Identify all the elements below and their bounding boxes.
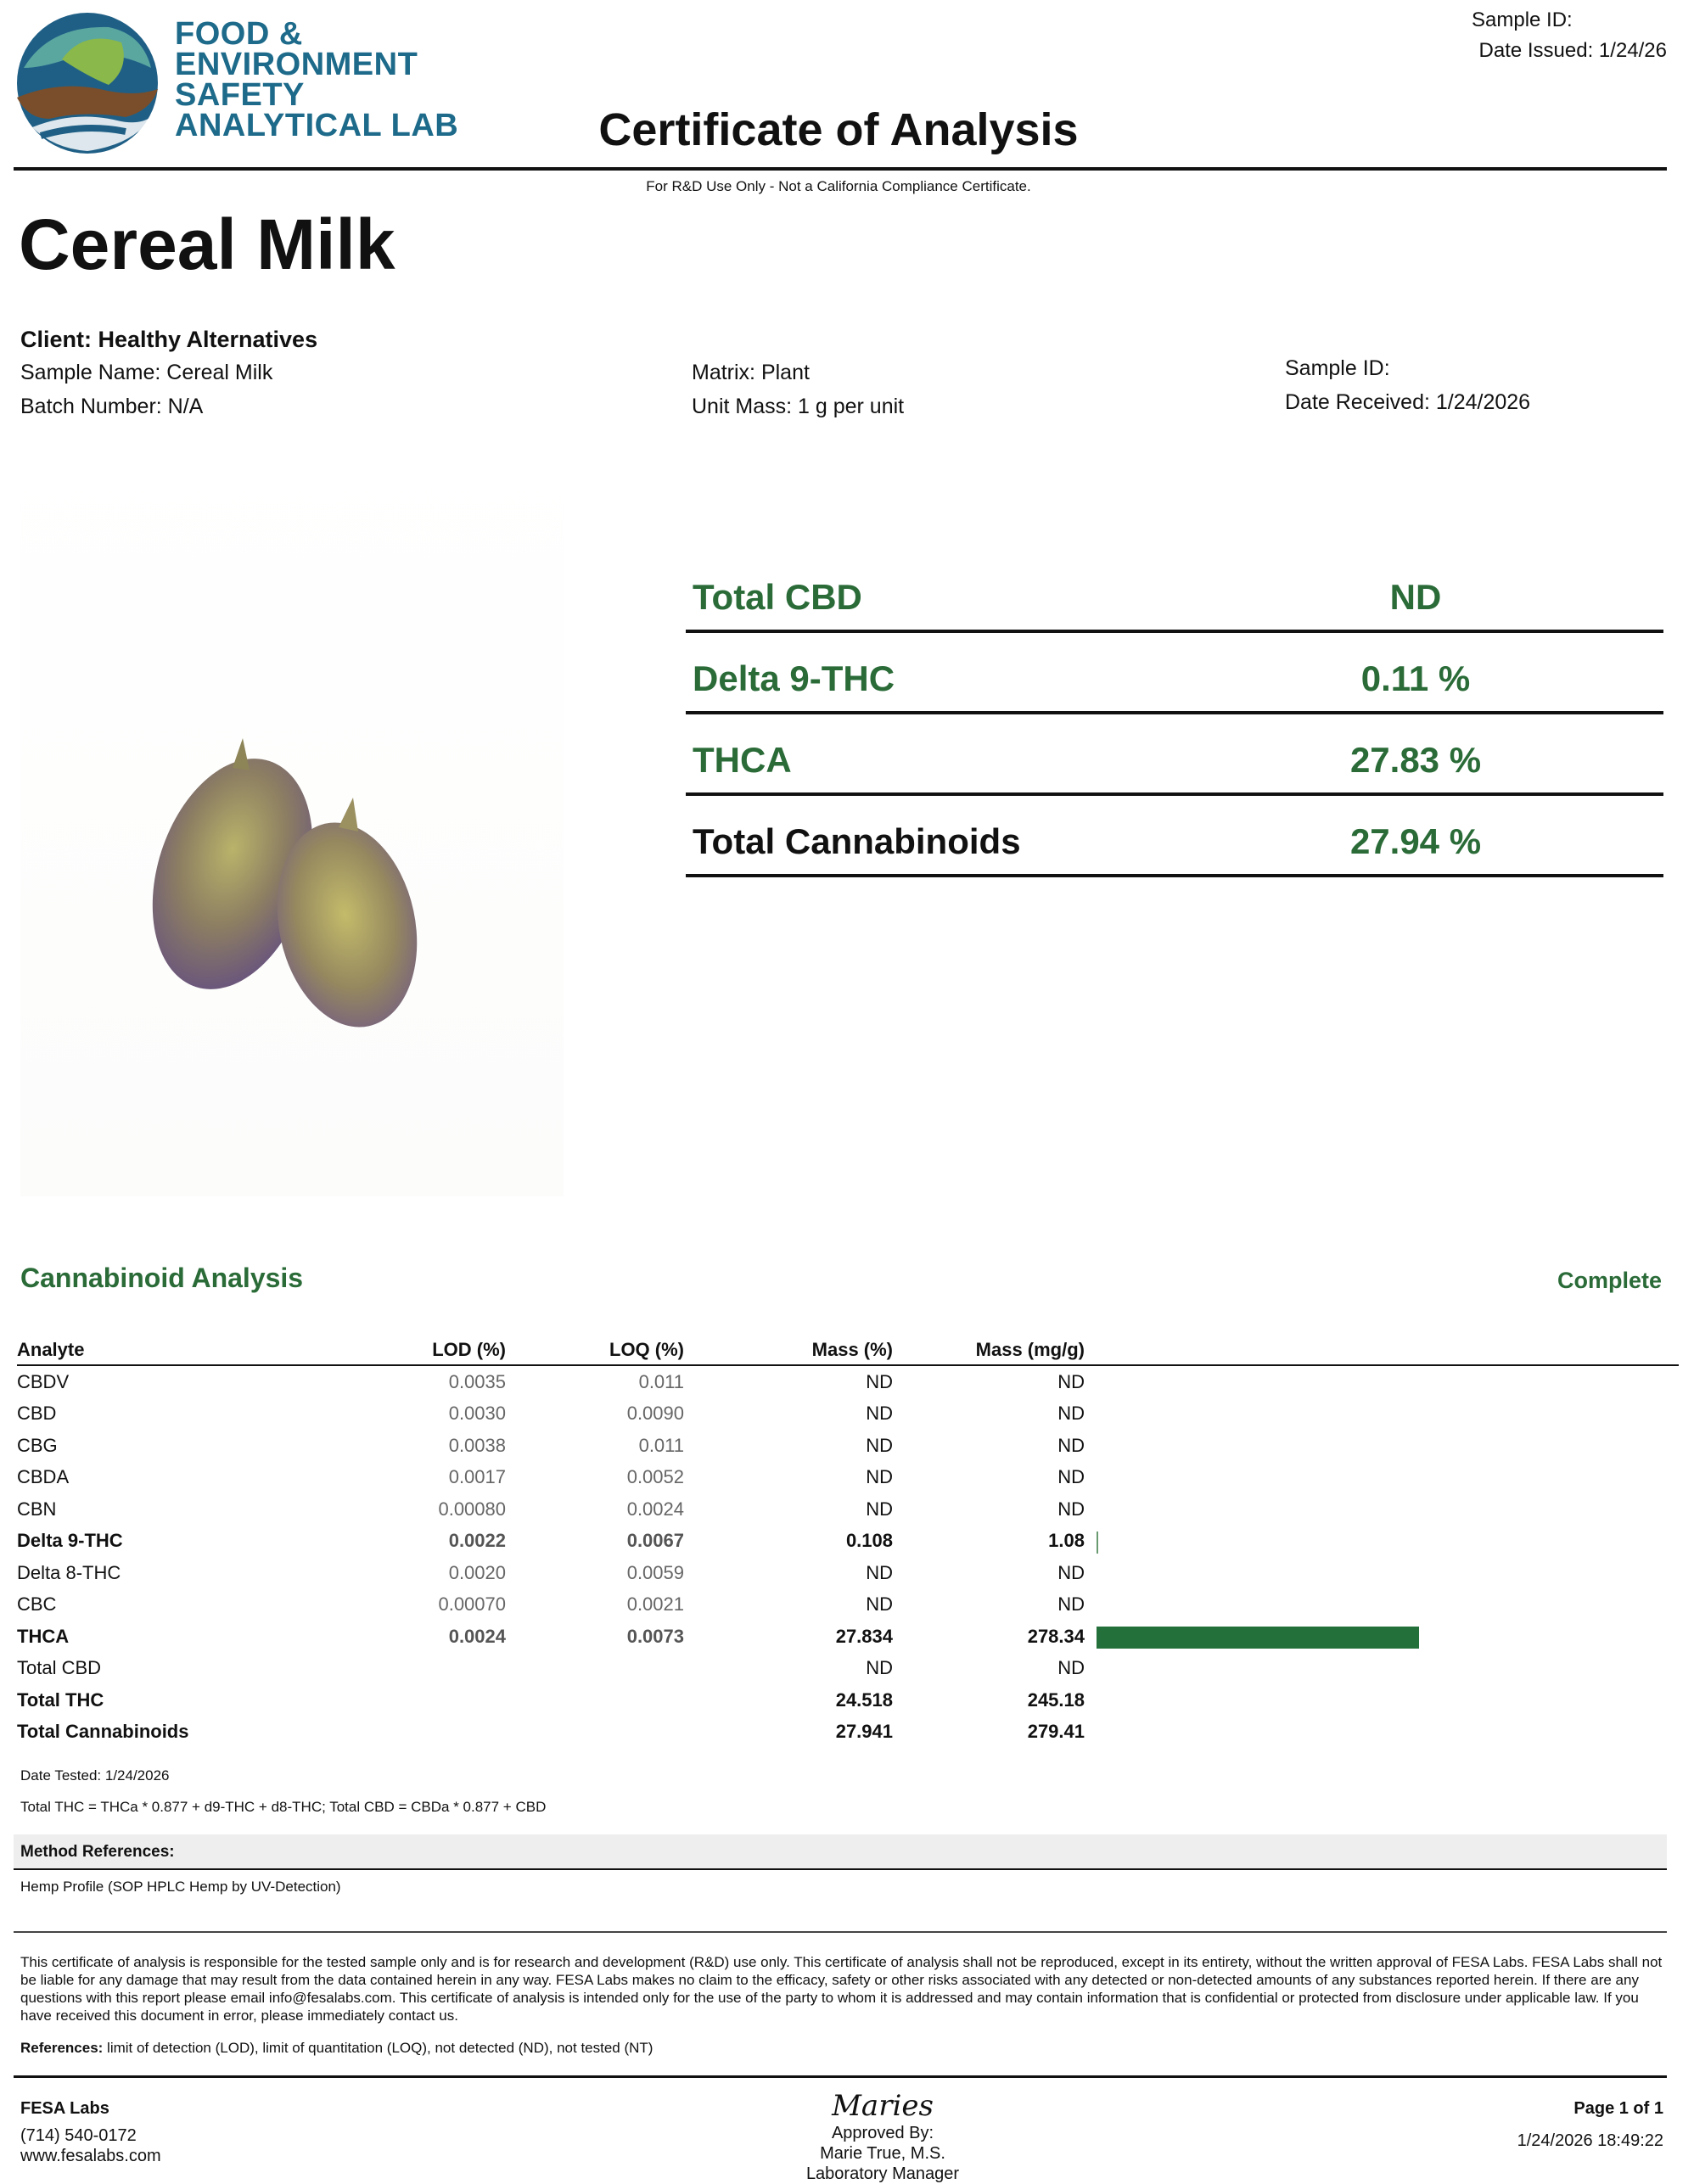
table-row (17, 1589, 1679, 1621)
info-sample-id: Sample ID: (1285, 356, 1390, 380)
summary-value: 27.94 % (1349, 821, 1482, 861)
col-header-lod: LOD (%) (272, 1330, 506, 1365)
batch-number: Batch Number: N/A (20, 395, 204, 418)
cell-mass-mg: ND (1057, 1593, 1085, 1616)
cell-lod: 0.0017 (448, 1466, 506, 1488)
cell-mass-mg: 1.08 (1048, 1530, 1085, 1552)
cell-mass-mg: ND (1057, 1370, 1085, 1392)
analysis-status: Complete (1557, 1268, 1662, 1293)
cell-analyte: CBN (17, 1498, 57, 1520)
cell-bar (1085, 1557, 1679, 1589)
page-number: Page 1 of 1 (1573, 2099, 1663, 2118)
summary-label: Total Cannabinoids (693, 821, 1021, 861)
col-header-mass-mg: Mass (mg/g) (893, 1330, 1085, 1365)
cell-mass-mg: ND (1057, 1403, 1085, 1425)
cell-loq: 0.0090 (626, 1403, 684, 1425)
cell-loq: 0.0021 (626, 1593, 684, 1616)
mass-bar (1097, 1627, 1419, 1649)
cell-bar (1085, 1493, 1679, 1526)
cell-mass-pct: 24.518 (835, 1688, 893, 1711)
footer-phone: (714) 540-0172 (20, 2126, 137, 2145)
table-row (17, 1526, 1679, 1558)
cell-mass-pct: ND (866, 1561, 893, 1583)
product-name: Cereal Milk (19, 204, 395, 284)
approved-by-label: Approved By: (831, 2124, 934, 2142)
cell-mass-pct: ND (866, 1370, 893, 1392)
references-text: limit of detection (LOD), limit of quantitation (LOQ), not detected (ND), not tested (NT) (103, 2040, 653, 2056)
cannabinoid-table (17, 1330, 1679, 1748)
mass-bar (1097, 1532, 1098, 1554)
table-row (17, 1653, 1679, 1685)
summary-value: ND (1389, 577, 1442, 617)
cell-mass-pct: 27.941 (835, 1721, 893, 1743)
footer-divider (14, 2075, 1667, 2078)
total-formula: Total THC = THCa * 0.877 + d9-THC + d8-THC; Total CBD = CBDa * 0.877 + CBD (20, 1799, 547, 1815)
summary-row-total-cannabinoids (686, 796, 1663, 877)
table-row (17, 1462, 1679, 1494)
cell-bar (1085, 1430, 1679, 1462)
cell-analyte: Total Cannabinoids (17, 1721, 189, 1743)
cell-lod: 0.0030 (448, 1403, 506, 1425)
cell-analyte: CBC (17, 1593, 57, 1616)
cell-mass-pct: ND (866, 1403, 893, 1425)
table-row (17, 1365, 1679, 1398)
method-references-text: Hemp Profile (SOP HPLC Hemp by UV-Detection) (20, 1879, 341, 1895)
cell-analyte: Total CBD (17, 1657, 102, 1679)
lab-name-line: ANALYTICAL LAB (175, 108, 459, 143)
signature: Maries (832, 2089, 934, 2123)
cell-mass-pct: ND (866, 1434, 893, 1456)
summary-label: Delta 9-THC (693, 658, 895, 698)
cell-lod (272, 1716, 506, 1749)
cell-loq: 0.011 (638, 1370, 684, 1392)
summary-label: THCA (693, 740, 792, 780)
cell-lod (272, 1653, 506, 1685)
table-header-row (17, 1330, 1679, 1365)
cell-bar (1085, 1589, 1679, 1621)
cell-mass-mg: 278.34 (1027, 1625, 1085, 1647)
cell-lod: 0.0022 (448, 1530, 506, 1552)
summary-row-delta9-thc (686, 633, 1663, 714)
cell-mass-pct: ND (866, 1657, 893, 1679)
cell-analyte: CBG (17, 1434, 58, 1456)
cell-lod: 0.00080 (438, 1498, 506, 1520)
cell-mass-mg: ND (1057, 1657, 1085, 1679)
cell-lod: 0.0024 (448, 1625, 506, 1647)
matrix: Matrix: Plant (692, 361, 810, 384)
cannabis-bud-image (20, 433, 564, 1196)
cell-mass-mg: ND (1057, 1466, 1085, 1488)
cell-loq: 0.0067 (626, 1530, 684, 1552)
cell-loq: 0.0024 (626, 1498, 684, 1520)
cell-bar (1085, 1365, 1679, 1398)
approver-name: Marie True, M.S. (820, 2144, 945, 2163)
cell-analyte: THCA (17, 1625, 70, 1647)
table-row (17, 1621, 1679, 1653)
cell-bar (1085, 1526, 1679, 1558)
cell-analyte: CBDV (17, 1370, 70, 1392)
cell-bar (1085, 1684, 1679, 1716)
cell-loq: 0.0073 (626, 1625, 684, 1647)
table-row (17, 1493, 1679, 1526)
cell-bar (1085, 1716, 1679, 1749)
lab-name-line: SAFETY (175, 77, 305, 113)
references-label: References: (20, 2040, 104, 2056)
lab-name-line: FOOD & (175, 16, 303, 52)
date-tested: Date Tested: 1/24/2026 (20, 1767, 170, 1784)
footer-lab-name: FESA Labs (20, 2099, 109, 2118)
cell-loq: 0.0052 (626, 1466, 684, 1488)
unit-mass: Unit Mass: 1 g per unit (692, 395, 905, 418)
method-references-bar (14, 1834, 1667, 1870)
cell-mass-pct: ND (866, 1498, 893, 1520)
approval-block (747, 2089, 1018, 2184)
header-divider (14, 167, 1667, 171)
summary-label: Total CBD (693, 577, 862, 617)
col-header-analyte: Analyte (17, 1330, 272, 1365)
table-row (17, 1716, 1679, 1749)
table-row (17, 1398, 1679, 1431)
cell-mass-pct: ND (866, 1466, 893, 1488)
methods-divider (14, 1931, 1667, 1933)
header-sample-id: Sample ID: (1472, 8, 1573, 31)
sample-name: Sample Name: Cereal Milk (20, 361, 273, 384)
page-subtitle: For R&D Use Only - Not a California Compliance Certificate. (646, 178, 1031, 194)
cell-mass-pct: ND (866, 1593, 893, 1616)
cell-mass-mg: ND (1057, 1561, 1085, 1583)
header-date-issued: Date Issued: 1/24/26 (1478, 39, 1667, 62)
summary-value: 0.11 % (1360, 658, 1471, 698)
cell-mass-mg: 245.18 (1027, 1688, 1085, 1711)
summary-row-total-cbd (686, 552, 1663, 633)
report-timestamp: 1/24/2026 18:49:22 (1517, 2131, 1663, 2150)
cell-bar (1085, 1621, 1679, 1653)
analysis-title: Cannabinoid Analysis (20, 1263, 304, 1293)
cell-loq (506, 1684, 684, 1716)
approver-title: Laboratory Manager (805, 2164, 960, 2183)
cell-bar (1085, 1653, 1679, 1685)
table-row (17, 1557, 1679, 1589)
cell-mass-pct: 27.834 (835, 1625, 893, 1647)
cell-mass-mg: ND (1057, 1434, 1085, 1456)
cell-lod: 0.0038 (448, 1434, 506, 1456)
table-row (17, 1430, 1679, 1462)
client-name: Client: Healthy Alternatives (20, 327, 318, 352)
disclaimer-text: This certificate of analysis is responsible for the tested sample only and is for research and development (R&D) use only. This certificate of analysis shall not be reproduced, except in its entirety, without the written approval of FESA Labs. FESA Labs shall not be liable for any damage that may result from the data contained herein in any way. FESA Labs makes no claim to the efficacy, safety or other risks associated with any detected or non-detected amounts of any substances reported herein. If there are any questions with this report please email info@fesalabs.com. This certificate of analysis is intended only for the use of the party to whom it is addressed and may contain information that is confidential or protected from disclosure under applicable law. If you have received this document in error, please immediately contact us. (20, 1954, 1663, 2024)
col-header-mass-pct: Mass (%) (684, 1330, 893, 1365)
date-received: Date Received: 1/24/2026 (1285, 390, 1531, 414)
cell-analyte: Delta 8-THC (17, 1561, 121, 1583)
cell-loq: 0.011 (638, 1434, 684, 1456)
table-row (17, 1684, 1679, 1716)
cell-lod: 0.0020 (448, 1561, 506, 1583)
cell-loq: 0.0059 (626, 1561, 684, 1583)
cell-mass-mg: 279.41 (1027, 1721, 1085, 1743)
cell-analyte: Delta 9-THC (17, 1530, 123, 1552)
cell-analyte: CBD (17, 1403, 57, 1425)
cell-analyte: Total THC (17, 1688, 104, 1711)
method-references-heading: Method References: (20, 1843, 175, 1861)
cell-loq (506, 1653, 684, 1685)
summary-row-thca (686, 714, 1663, 796)
page-title: Certificate of Analysis (598, 104, 1079, 155)
cell-bar (1085, 1398, 1679, 1431)
lab-name-line: ENVIRONMENT (175, 47, 418, 82)
cell-lod: 0.00070 (438, 1593, 506, 1616)
cell-bar (1085, 1462, 1679, 1494)
product-photo (20, 433, 564, 1196)
cell-loq (506, 1716, 684, 1749)
references-line (20, 2040, 653, 2057)
cell-mass-mg: ND (1057, 1498, 1085, 1520)
cell-analyte: CBDA (17, 1466, 70, 1488)
cell-lod (272, 1684, 506, 1716)
cell-mass-pct: 0.108 (845, 1530, 893, 1552)
col-header-loq: LOQ (%) (506, 1330, 684, 1365)
footer-website: www.fesalabs.com (20, 2147, 161, 2165)
summary-value: 27.83 % (1349, 740, 1482, 780)
cell-lod: 0.0035 (448, 1370, 506, 1392)
col-header-bar (1085, 1330, 1679, 1365)
